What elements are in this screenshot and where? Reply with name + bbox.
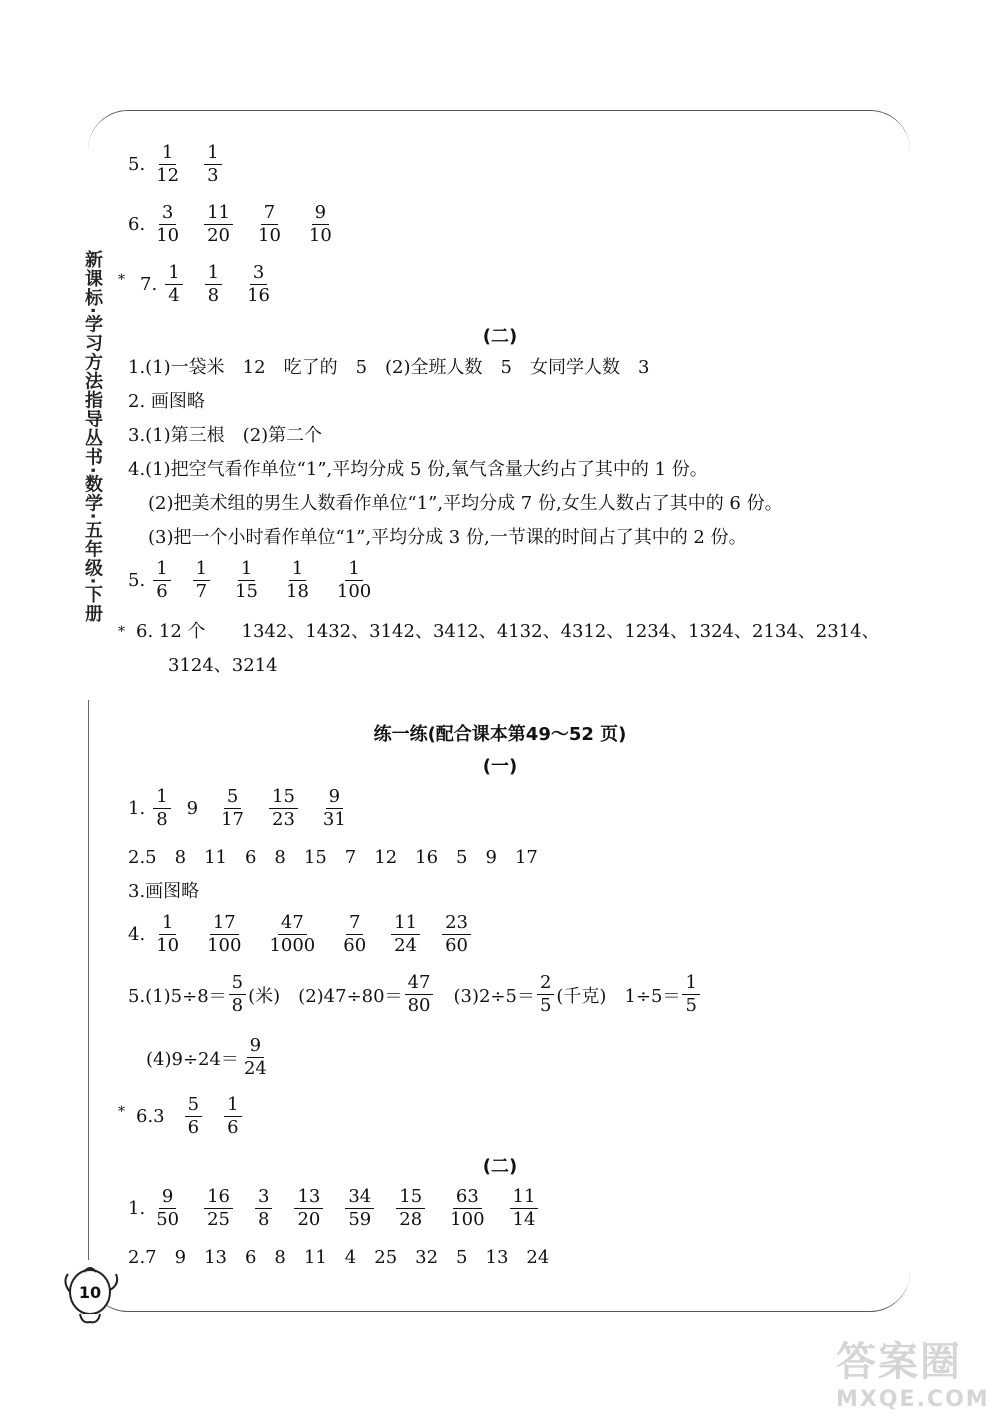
item-number: 5. xyxy=(128,154,146,175)
fraction: $\frac{1}{12}$ xyxy=(156,142,180,186)
bird-mascot-icon xyxy=(62,1262,120,1328)
practice-item-5 xyxy=(128,972,702,1017)
fraction: $\frac{5}{6}$ xyxy=(185,1094,202,1139)
fraction: $\frac{1}{7}$ xyxy=(193,558,210,603)
top-item-7 xyxy=(140,262,289,307)
fraction: $\frac{9}{31}$ xyxy=(322,786,346,830)
fraction: $\frac{34}{59}$ xyxy=(345,1186,374,1231)
answer-line: (3)把一个小时看作单位“1”,平均分成 3 份,一节课的时间占了其中的 2 份。 xyxy=(148,527,747,548)
fraction: $\frac{15}{28}$ xyxy=(396,1186,425,1231)
answer-line: 4.(1)把空气看作单位“1”,平均分成 5 份,氧气含量大约占了其中的 1 份。 xyxy=(128,459,708,480)
fraction: $\frac{17}{100}$ xyxy=(207,912,242,956)
fraction: $\frac{3}{10}$ xyxy=(156,202,180,246)
equation-text: 5.(1)5÷8＝ xyxy=(128,985,227,1007)
watermark-url: MXQE.COM xyxy=(836,1387,990,1412)
fraction: $\frac{3}{16}$ xyxy=(247,262,270,306)
equation-text: (2)47÷80＝ xyxy=(298,985,403,1007)
sec2-item-5 xyxy=(128,558,390,603)
practice-item-4 xyxy=(128,912,487,957)
fraction: $\frac{1}{10}$ xyxy=(156,912,180,956)
optional-star: * xyxy=(118,272,125,288)
top-item-5 xyxy=(128,142,238,187)
fraction: $\frac{1}{3}$ xyxy=(204,142,221,187)
fraction: $\frac{63}{100}$ xyxy=(450,1186,485,1230)
fraction: $\frac{1}{15}$ xyxy=(235,558,258,602)
answer-line: (2)把美术组的男生人数看作单位“1”,平均分成 7 份,女生人数占了其中的 6 份。 xyxy=(148,493,783,514)
top-item-6 xyxy=(128,202,351,247)
fraction: $\frac{1}{6}$ xyxy=(224,1094,241,1139)
fraction: $\frac{2}{5}$ xyxy=(537,972,554,1017)
answer-line: 2. 画图略 xyxy=(128,391,205,412)
item-number: 6. xyxy=(128,214,146,235)
answer-line: 3.画图略 xyxy=(128,881,200,902)
equation-text: (4)9÷24＝ xyxy=(146,1048,239,1070)
practice-heading: 练一练(配合课本第49～52 页) xyxy=(373,724,627,745)
equation-text: 1÷5＝ xyxy=(624,985,681,1007)
item-number: 5. xyxy=(128,570,146,591)
fraction: $\frac{9}{24}$ xyxy=(243,1035,267,1079)
answer-line: 2.5 8 11 6 8 15 7 12 16 5 9 17 xyxy=(128,847,538,868)
answer-line: 2.7 9 13 6 8 11 4 25 32 5 13 24 xyxy=(128,1247,550,1268)
watermark-text: 答案圈 xyxy=(836,1339,962,1385)
item-number: 4. xyxy=(128,924,146,945)
optional-star: * xyxy=(118,1104,125,1120)
equation-text: (3)2÷5＝ xyxy=(453,985,535,1007)
page-number: 10 xyxy=(78,1283,102,1302)
answer-line: 3124、3214 xyxy=(168,655,278,676)
answer-line: 3.(1)第三根 (2)第二个 xyxy=(128,425,323,446)
fraction: $\frac{11}{24}$ xyxy=(391,912,420,957)
fraction: $\frac{47}{1000}$ xyxy=(269,912,316,956)
fraction: $\frac{1}{8}$ xyxy=(153,786,170,831)
unit-text: (千克) xyxy=(556,985,607,1007)
fraction: $\frac{13}{20}$ xyxy=(294,1186,323,1231)
fraction: $\frac{23}{60}$ xyxy=(442,912,471,957)
item-number: 1. xyxy=(128,798,146,819)
fraction: $\frac{16}{25}$ xyxy=(204,1186,233,1231)
fraction: $\frac{1}{5}$ xyxy=(682,972,699,1017)
fraction: $\frac{15}{23}$ xyxy=(269,786,298,831)
fraction: $\frac{7}{10}$ xyxy=(258,202,281,246)
answer-line: 6. 12 个 1342、1432、3142、3412、4132、4312、1234、1324、2134、2314、 xyxy=(136,621,880,642)
fraction: $\frac{1}{18}$ xyxy=(286,558,309,602)
item-number: 6.3 xyxy=(136,1106,165,1127)
fraction: $\frac{1}{4}$ xyxy=(165,262,182,307)
practice-item-1 xyxy=(128,786,365,831)
practice-item-6 xyxy=(136,1094,258,1139)
fraction: $\frac{9}{50}$ xyxy=(156,1186,180,1230)
fraction: $\frac{11}{14}$ xyxy=(510,1186,539,1231)
fraction: $\frac{5}{17}$ xyxy=(221,786,244,830)
fraction: $\frac{11}{20}$ xyxy=(204,202,233,247)
fraction: $\frac{1}{8}$ xyxy=(205,262,222,307)
book-series-title: 新课标·学习方法指导丛书·数学·五年级·下册 xyxy=(82,250,103,624)
fraction: $\frac{9}{10}$ xyxy=(308,202,332,246)
section-heading: (二) xyxy=(482,1156,518,1177)
fraction: $\frac{1}{100}$ xyxy=(336,558,372,602)
answer-number: 9 xyxy=(186,798,199,819)
section-heading: (二) xyxy=(482,326,518,347)
fraction: $\frac{5}{8}$ xyxy=(229,972,246,1017)
practice-item-5-4 xyxy=(146,1035,272,1080)
practice2-item-1 xyxy=(128,1186,554,1231)
unit-text: (米) xyxy=(248,985,281,1007)
section-heading: (一) xyxy=(482,756,518,777)
answer-line: 1.(1)一袋米 12 吃了的 5 (2)全班人数 5 女同学人数 3 xyxy=(128,357,650,378)
item-number: 7. xyxy=(140,274,158,295)
fraction: $\frac{7}{60}$ xyxy=(343,912,367,956)
fraction: $\frac{3}{8}$ xyxy=(255,1186,272,1231)
optional-star: * xyxy=(118,624,125,640)
item-number: 1. xyxy=(128,1198,146,1219)
fraction: $\frac{1}{6}$ xyxy=(153,558,170,603)
fraction: $\frac{47}{80}$ xyxy=(405,972,434,1017)
watermark-logo xyxy=(836,1330,990,1420)
